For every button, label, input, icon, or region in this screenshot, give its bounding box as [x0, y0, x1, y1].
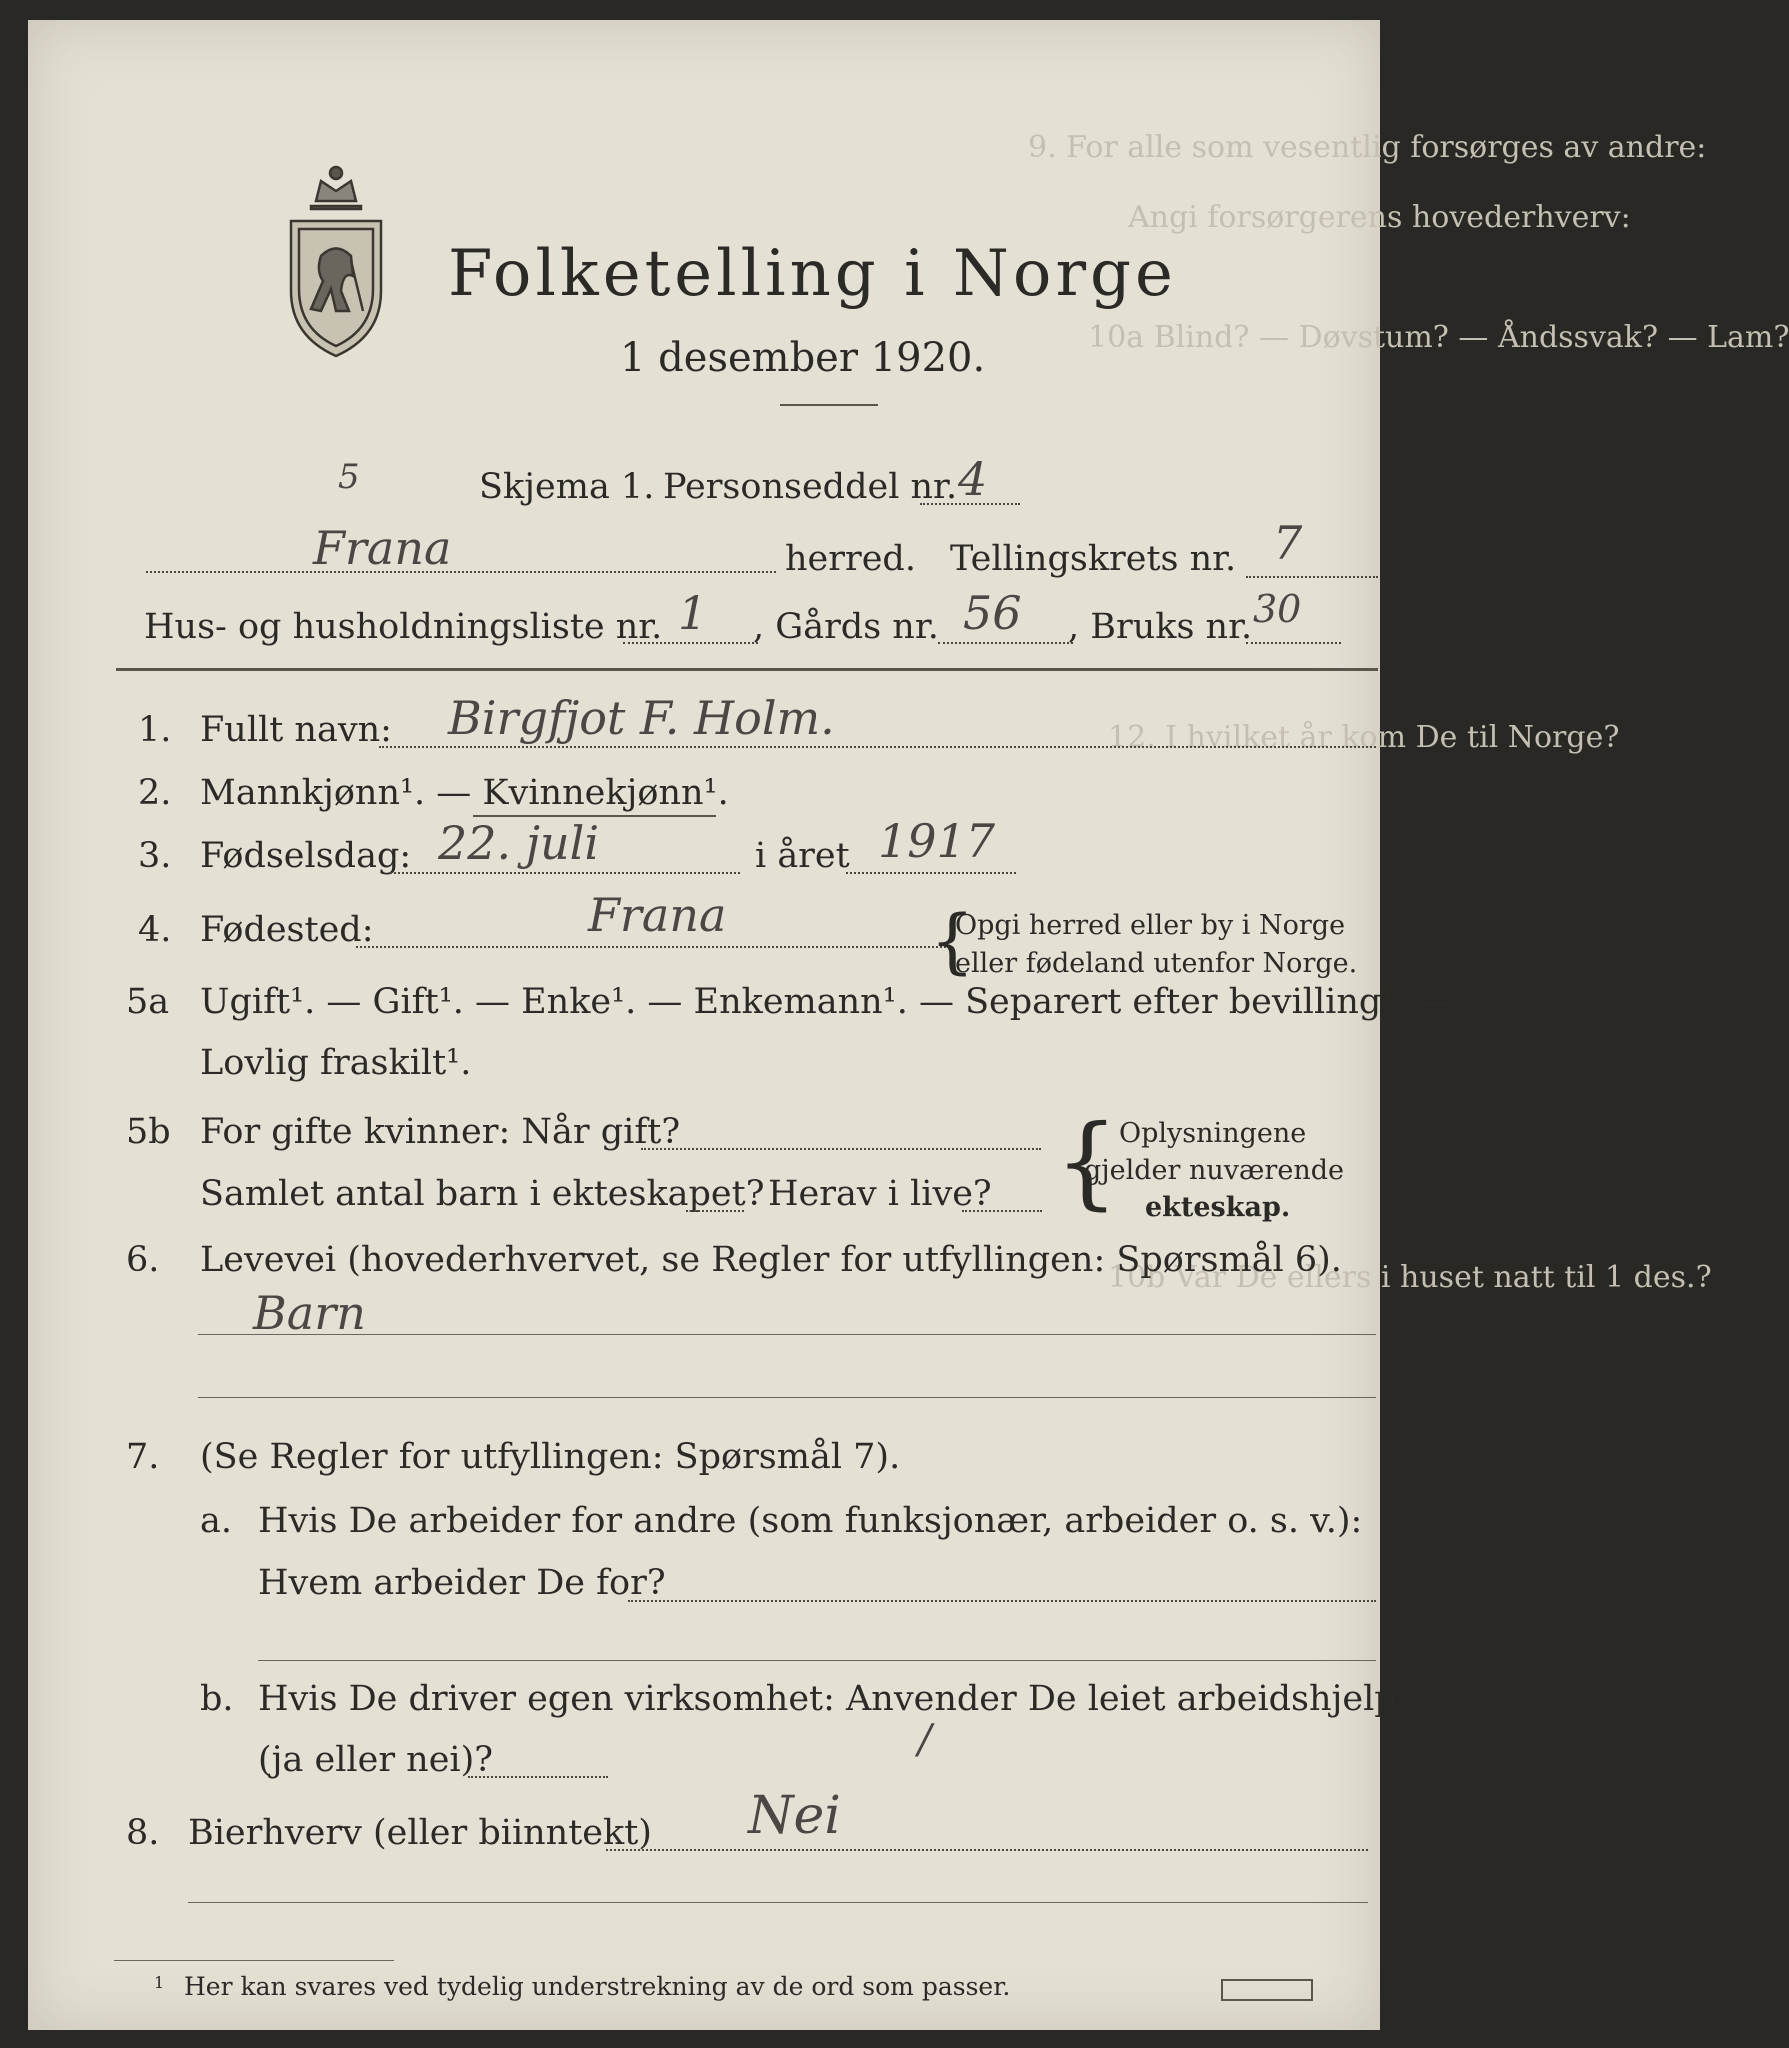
herred-value[interactable]: Frana: [313, 521, 452, 575]
q4-value[interactable]: Frana: [588, 888, 727, 942]
q5b-brace: {: [1055, 1103, 1119, 1220]
husholdning-line: [623, 642, 758, 644]
q1-number: 1.: [138, 710, 172, 750]
personseddel-value[interactable]: 4: [958, 452, 988, 506]
q5b-note-line2: gjelder nuværende: [1084, 1155, 1344, 1186]
footnote-divider: [114, 1960, 394, 1961]
tellingskrets-line: [1246, 576, 1378, 578]
bleed-through-text: 10b Var De ellers i huset natt til 1 des.?: [1108, 1260, 1712, 1295]
q3-day-value[interactable]: 22. juli: [438, 816, 600, 870]
printer-stamp: [1221, 1979, 1313, 2001]
bleed-through-text: 12. I hvilket år kom De til Norge?: [1108, 720, 1620, 755]
q6-value[interactable]: Barn: [253, 1286, 366, 1340]
q1-value[interactable]: Birgfjot F. Holm.: [448, 691, 835, 745]
q1-line: [379, 746, 1376, 748]
q3-number: 3.: [138, 836, 172, 876]
q7a-line1: Hvis De arbeider for andre (som funksjonær, arbeider o. s. v.):: [258, 1501, 1363, 1541]
q5a-number: 5a: [126, 982, 170, 1022]
q4-note-line2: eller fødeland utenfor Norge.: [955, 948, 1358, 979]
bleed-through-text: 9. For alle som vesentlig forsørges av andre:: [1028, 130, 1707, 165]
q7a-line2: Hvem arbeider De for?: [258, 1563, 666, 1603]
husholdning-label: Hus- og husholdningsliste nr.: [144, 607, 663, 647]
q1-label: Fullt navn:: [200, 710, 392, 750]
tellingskrets-value[interactable]: 7: [1273, 516, 1303, 570]
herred-label: herred.: [785, 539, 916, 579]
q7b-answer-line: [468, 1776, 608, 1778]
q2-label: Mannkjønn¹. — Kvinnekjønn¹.: [200, 773, 729, 813]
personseddel-label: Personseddel nr.: [663, 467, 958, 507]
q8-answer-line: [606, 1849, 1368, 1851]
q8-number: 8.: [126, 1813, 160, 1853]
q8-answer-line2: [188, 1902, 1368, 1903]
q7a-answer-line: [628, 1600, 1376, 1602]
q7a-letter: a.: [200, 1501, 232, 1541]
q5b-note-line3: ekteskap.: [1145, 1192, 1291, 1223]
q6-answer-line2: [198, 1397, 1376, 1398]
q4-line: [356, 946, 946, 948]
q7b-line1: Hvis De driver egen virksomhet: Anvender De leiet arbeidshjelp: [258, 1679, 1397, 1719]
q2-number: 2.: [138, 773, 172, 813]
census-form-page: [28, 20, 1789, 2030]
skjema-label: Skjema 1.: [479, 467, 655, 507]
q5b-alive-label: Herav i live?: [768, 1174, 992, 1214]
q5b-when-line: [641, 1148, 1041, 1150]
bruks-label: , Bruks nr.: [1068, 607, 1253, 647]
bleed-through-text: 10a Blind? — Døvstum? — Åndssvak? — Lam?: [1088, 320, 1789, 355]
coat-of-arms-icon: [281, 161, 391, 361]
q6-answer-line1: [198, 1334, 1376, 1335]
herred-line: [146, 571, 776, 573]
header-divider: [116, 668, 1378, 671]
q5b-children-label: Samlet antal barn i ekteskapet?: [200, 1174, 765, 1214]
q6-number: 6.: [126, 1240, 160, 1280]
q4-note-line1: Opgi herred eller by i Norge: [955, 910, 1346, 941]
bruks-line: [1246, 642, 1341, 644]
q7b-letter: b.: [200, 1679, 234, 1719]
q7-number: 7.: [126, 1437, 160, 1477]
q3-year-label: i året: [755, 836, 850, 876]
q5a-options-line1: Ugift¹. — Gift¹. — Enke¹. — Enkemann¹. — Separert efter bevilling¹. —: [200, 982, 1453, 1022]
q5b-line1: For gifte kvinner: Når gift?: [200, 1112, 681, 1152]
tellingskrets-label: Tellingskrets nr.: [950, 539, 1237, 579]
footnote-text: Her kan svares ved tydelig understrekning av de ord som passer.: [184, 1972, 1011, 2001]
q5b-number: 5b: [126, 1112, 171, 1152]
q5a-options-line2: Lovlig fraskilt¹.: [200, 1043, 472, 1083]
gards-line: [938, 642, 1073, 644]
q3-year-line: [846, 872, 1016, 874]
q7-label: (Se Regler for utfyllingen: Spørsmål 7).: [200, 1437, 901, 1477]
bruks-value[interactable]: 30: [1253, 587, 1302, 631]
q7b-line2: (ja eller nei)?: [258, 1740, 494, 1780]
gards-value[interactable]: 56: [963, 586, 1022, 640]
q8-label: Bierhverv (eller biinntekt): [188, 1813, 652, 1853]
q5b-note-line1: Oplysningene: [1119, 1118, 1307, 1149]
q3-label: Fødselsdag:: [200, 836, 412, 876]
bleed-through-text: Angi forsørgerens hovederhverv:: [1128, 200, 1631, 235]
gards-label: , Gårds nr.: [753, 607, 939, 647]
q8-value[interactable]: Nei: [748, 1786, 841, 1846]
corner-mark: 5: [338, 457, 360, 497]
q4-label: Fødested:: [200, 910, 374, 950]
q5b-children-line: [686, 1210, 744, 1212]
form-title: Folketelling i Norge: [448, 237, 1177, 311]
q4-number: 4.: [138, 910, 172, 950]
q4-brace: {: [930, 900, 975, 982]
footnote-mark: 1: [154, 1973, 165, 1992]
census-date: 1 desember 1920.: [620, 335, 986, 381]
husholdning-value[interactable]: 1: [678, 586, 708, 640]
q7b-tick-mark: /: [918, 1717, 932, 1763]
q6-label: Levevei (hovederhvervet, se Regler for utfyllingen: Spørsmål 6).: [200, 1240, 1342, 1280]
title-divider: [780, 404, 878, 406]
q3-day-line: [390, 872, 740, 874]
q5b-alive-line: [962, 1210, 1042, 1212]
q3-year-value[interactable]: 1917: [878, 814, 996, 868]
q7a-answer-line2: [258, 1660, 1376, 1661]
